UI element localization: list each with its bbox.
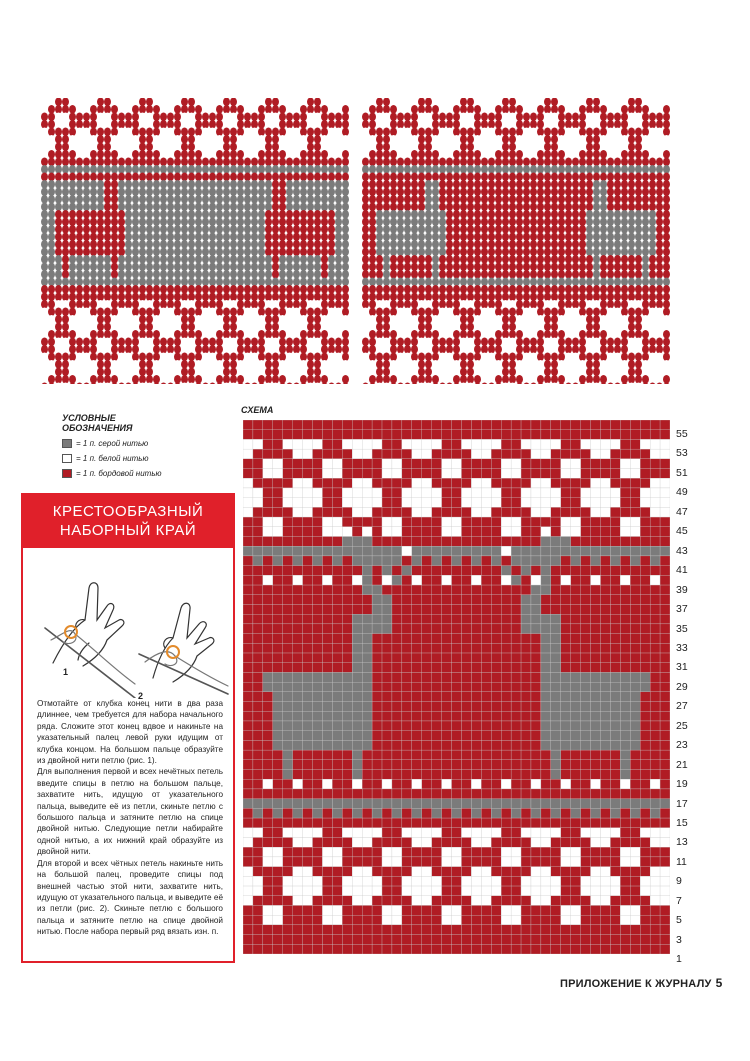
legend-label-white: = 1 п. белой нитью (76, 454, 149, 463)
knitting-chart-grid (243, 420, 670, 954)
instruction-text (23, 698, 233, 938)
white-swatch (62, 454, 72, 463)
row-number: 25 (676, 719, 688, 732)
page-footer (560, 976, 722, 990)
legend-label-grey: = 1 п. серой нитью (76, 439, 149, 448)
row-number: 47 (676, 505, 688, 518)
box-title (23, 495, 233, 548)
legend (62, 413, 232, 481)
row-number: 7 (676, 894, 682, 907)
knitted-swatch-photo-red-background (362, 98, 670, 384)
legend-item-grey (62, 436, 232, 451)
row-number: 1 (676, 953, 682, 966)
legend-item-burgundy (62, 466, 232, 481)
page-number: 5 (715, 976, 723, 990)
row-number: 15 (676, 817, 688, 829)
row-number: 31 (676, 661, 688, 674)
row-number: 33 (676, 641, 688, 654)
row-number: 39 (676, 583, 688, 596)
row-number: 35 (676, 622, 688, 635)
row-number: 17 (676, 797, 688, 810)
knitted-swatch-photo-grey-background (41, 98, 349, 384)
grey-swatch (62, 439, 72, 448)
hand-cast-on-illustration (23, 548, 233, 698)
figure-2-label: 2 (138, 691, 144, 701)
row-number: 23 (676, 739, 688, 752)
instruction-paragraph-3: Для второй и всех чётных петель накиньте нить на большой палец, проведите спицы под внешней частью этой нити, захватите нить, идущую от указательного пальца, и выведите её из петли (рис. 2). Скиньте петлю с большого пальца и затяните петлю на спице двойной нитью. После набора первый ряд вязать изн. п. (37, 858, 223, 937)
row-number: 51 (676, 466, 688, 479)
row-number: 29 (676, 680, 688, 693)
row-number: 5 (676, 914, 682, 927)
row-number: 11 (676, 855, 687, 868)
row-number: 21 (676, 758, 688, 771)
legend-title-line1: УСЛОВНЫЕ (62, 413, 116, 423)
instruction-paragraph-2: Для выполнения первой и всех нечётных петель введите спицы в петлю на большом пальце, захватите нить, идущую от указательного пальца, выведите её из петли, скиньте петлю с большого пальца и затяните петлю на спице двойной нитью. Следующие петли набирайте одной нитью, а их нижний край образуйте из двойной нити. (37, 767, 223, 857)
row-number: 19 (676, 778, 688, 791)
row-number: 3 (676, 933, 682, 946)
legend-title-line2: ОБОЗНАЧЕНИЯ (62, 423, 133, 433)
burgundy-swatch (62, 469, 72, 478)
instruction-paragraph-1: Отмотайте от клубка конец нити в два раза длиннее, чем требуется для набора начального ряда. Сложите этот конец вдвое и накиньте на указательный палец левой руки идущим от клубка концом. На большом пальце образуйте из двойной нити петлю (рис. 1). (37, 699, 223, 766)
row-number: 43 (676, 544, 688, 557)
row-number: 53 (676, 447, 688, 460)
row-number: 9 (676, 875, 682, 888)
figure-1-label: 1 (63, 667, 69, 677)
legend-title (62, 413, 232, 433)
row-number: 37 (676, 603, 688, 616)
cast-on-instruction-box (21, 493, 235, 963)
schema-label: СХЕМА (241, 405, 274, 415)
row-number: 45 (676, 525, 688, 538)
footer-text: ПРИЛОЖЕНИЕ К ЖУРНАЛУ (560, 978, 712, 990)
box-title-line2: НАБОРНЫЙ КРАЙ (59, 522, 197, 539)
legend-label-burgundy: = 1 п. бордовой нитью (76, 469, 162, 478)
row-number: 41 (676, 564, 688, 577)
legend-item-white (62, 451, 232, 466)
row-number: 55 (676, 428, 688, 440)
row-number: 13 (676, 836, 688, 849)
box-title-line1: КРЕСТООБРАЗНЫЙ (52, 503, 204, 520)
row-number: 27 (676, 700, 688, 713)
row-number: 49 (676, 486, 688, 499)
hand-illustrations (23, 548, 233, 701)
